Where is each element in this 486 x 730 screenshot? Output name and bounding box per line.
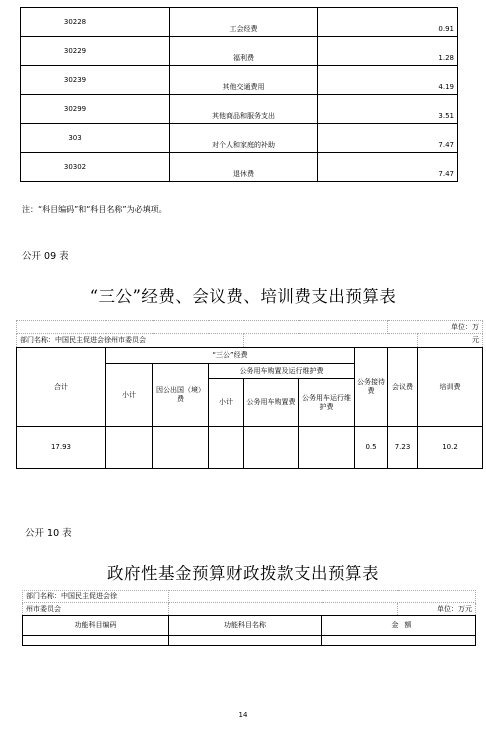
empty-cell: [169, 636, 322, 646]
code-cell: 30299: [21, 95, 170, 124]
header-amount-part1: 金: [391, 621, 399, 630]
dept-name-10-line2: 州市委员会: [23, 603, 169, 616]
code-cell: 30228: [21, 8, 170, 37]
amount-cell: 7.47: [318, 153, 458, 182]
table-row: [21, 153, 458, 182]
code-cell: 30229: [21, 37, 170, 66]
name-cell: 其他商品和服务支出: [170, 95, 318, 124]
table-row: [21, 37, 458, 66]
code-cell: 30302: [21, 153, 170, 182]
value-meeting: 7.23: [388, 427, 418, 469]
dept-spacer-10: [169, 591, 476, 603]
table-row: [21, 66, 458, 95]
table-row: [21, 95, 458, 124]
name-cell: 工会经费: [170, 8, 318, 37]
header-func-name: 功能科目名称: [169, 616, 322, 636]
unit-spacer: [17, 321, 388, 334]
value-vehicle-buy: [244, 427, 299, 469]
unit-label-10: 单位：万元: [398, 603, 476, 616]
header-vehicle-buy: 公务用车购置费: [244, 379, 299, 427]
header-training: 培训费: [418, 348, 483, 427]
unit-label-09-line2: 元: [418, 334, 483, 348]
expenditure-table: [20, 7, 458, 182]
header-subtotal: 小计: [106, 364, 153, 427]
amount-cell: 1.28: [318, 37, 458, 66]
name-cell: 退休费: [170, 153, 318, 182]
header-amount: [322, 616, 476, 636]
value-training: 10.2: [418, 427, 483, 469]
code-cell: 30239: [21, 66, 170, 95]
header-vehicle-run: 公务用车运行维护费: [299, 379, 355, 427]
amount-cell: 0.91: [318, 8, 458, 37]
table-row: [21, 124, 458, 153]
dept-name-10-line1: 部门名称：中国民主促进会徐: [23, 591, 169, 603]
header-func-code: 功能科目编码: [23, 616, 169, 636]
amount-cell: 3.51: [318, 95, 458, 124]
sangong-budget-table: [16, 320, 483, 469]
header-meeting: 会议费: [388, 348, 418, 427]
value-total: 17.93: [17, 427, 106, 469]
required-fields-note: 注：“科目编码”和“科目名称”为必填项。: [22, 205, 167, 214]
dept-spacer: [244, 334, 418, 348]
page-number: 14: [238, 711, 248, 719]
empty-cell: [322, 636, 476, 646]
value-abroad: [153, 427, 209, 469]
section-10-label: 公开 10 表: [25, 528, 72, 539]
dept-name-09: 部门名称：中国民主促进会徐州市委员会: [17, 334, 244, 348]
name-cell: 福利费: [170, 37, 318, 66]
value-vehicle-subtotal: [209, 427, 244, 469]
header-vehicle-subtotal: 小计: [209, 379, 244, 427]
value-reception: 0.5: [355, 427, 388, 469]
gov-fund-table: [22, 590, 476, 646]
name-cell: 其他交通费用: [170, 66, 318, 95]
name-cell: 对个人和家庭的补助: [170, 124, 318, 153]
amount-cell: 7.47: [318, 124, 458, 153]
section-09-label: 公开 09 表: [22, 251, 69, 262]
header-vehicle: 公务用车购置及运行维护费: [209, 364, 355, 379]
value-subtotal: [106, 427, 153, 469]
header-sangong: “三公”经费: [106, 348, 355, 364]
section-09-title: “三公”经费、会议费、培训费支出预算表: [89, 287, 397, 306]
section-10-title: 政府性基金预算财政拨款支出预算表: [107, 564, 379, 583]
unit-label-09: 单位：万: [388, 321, 483, 334]
header-abroad: 因公出国（境）费: [153, 364, 209, 427]
value-vehicle-run: [299, 427, 355, 469]
empty-cell: [23, 636, 169, 646]
table-row: [21, 8, 458, 37]
amount-cell: 4.19: [318, 66, 458, 95]
header-amount-part2: 额: [404, 621, 412, 630]
unit-spacer-10: [169, 603, 398, 616]
header-total: 合计: [17, 348, 106, 427]
code-cell: 303: [21, 124, 170, 153]
header-reception: 公务接待费: [355, 348, 388, 427]
